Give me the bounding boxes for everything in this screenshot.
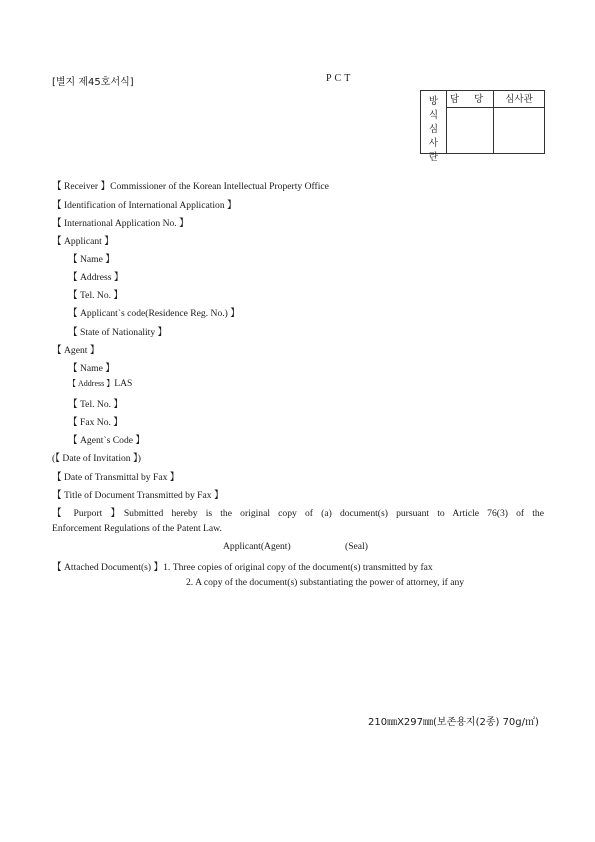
pct-label: PCT xyxy=(326,73,354,84)
applicant-heading: 【 Applicant 】 xyxy=(52,236,114,247)
attached-item-1: 1. Three copies of original copy of the document(s) transmitted by fax xyxy=(163,562,433,573)
receiver-value: Commissioner of the Korean Intellectual Property Office xyxy=(110,181,329,192)
stamp-char: 란 xyxy=(428,152,439,163)
purport-line-2: Enforcement Regulations of the Patent Law. xyxy=(52,523,222,534)
agent-code-field: 【 Agent`s Code 】 xyxy=(68,435,146,446)
examination-stamp-box xyxy=(420,90,545,163)
receiver-row xyxy=(52,178,329,192)
stamp-header-examiner: 심사관 xyxy=(494,91,544,108)
stamp-char: 식 xyxy=(428,110,439,121)
agent-fax-field: 【 Fax No. 】 xyxy=(68,417,123,428)
identification-heading: 【 Identification of International Application 】 xyxy=(52,200,237,211)
intl-app-no-field: 【 International Application No. 】 xyxy=(52,218,189,229)
paper-spec-footer: 210㎜X297㎜(보존용지(2종) 70g/㎡) xyxy=(368,717,539,728)
agent-name-field: 【 Name 】 xyxy=(68,363,115,374)
attached-documents-row xyxy=(52,559,433,573)
applicant-nationality-field: 【 State of Nationality 】 xyxy=(68,327,168,338)
agent-address-value: LAS xyxy=(114,378,133,389)
signature-applicant-agent: Applicant(Agent) xyxy=(223,541,291,552)
date-transmittal-field: 【 Date of Transmittal by Fax 】 xyxy=(52,472,180,483)
stamp-cell-examiner[interactable] xyxy=(494,108,544,153)
agent-heading: 【 Agent 】 xyxy=(52,345,100,356)
applicant-name-field: 【 Name 】 xyxy=(68,254,115,265)
applicant-code-field: 【 Applicant`s code(Residence Reg. No.) 】 xyxy=(68,308,240,319)
title-document-field: 【 Title of Document Transmitted by Fax 】 xyxy=(52,490,224,501)
form-number-label: [별지 제45호서식] xyxy=(52,77,134,88)
stamp-char: 사 xyxy=(428,138,439,149)
stamp-vertical-label xyxy=(421,91,447,163)
stamp-cell-staff[interactable] xyxy=(446,108,494,153)
date-invitation-field: (【 Date of Invitation 】) xyxy=(52,453,141,464)
stamp-char: 심 xyxy=(428,124,439,135)
agent-address-label: 【 Address 】 xyxy=(68,379,115,388)
stamp-char: 방 xyxy=(428,96,439,107)
attached-item-2: 2. A copy of the document(s) substantiating the power of attorney, if any xyxy=(186,577,465,588)
stamp-header-staff: 담 당 xyxy=(446,91,494,108)
agent-address-row xyxy=(68,378,132,389)
purport-line-1: 【 Purport 】Submitted hereby is the original copy of (a) document(s) pursuant to Article 76(3) of the xyxy=(52,508,544,519)
signature-seal: (Seal) xyxy=(345,541,368,552)
receiver-label: 【 Receiver 】 xyxy=(52,181,111,192)
agent-tel-field: 【 Tel. No. 】 xyxy=(68,399,124,410)
applicant-address-field: 【 Address 】 xyxy=(68,272,124,283)
attached-documents-label: 【 Attached Document(s) 】 xyxy=(52,562,164,573)
applicant-tel-field: 【 Tel. No. 】 xyxy=(68,290,124,301)
